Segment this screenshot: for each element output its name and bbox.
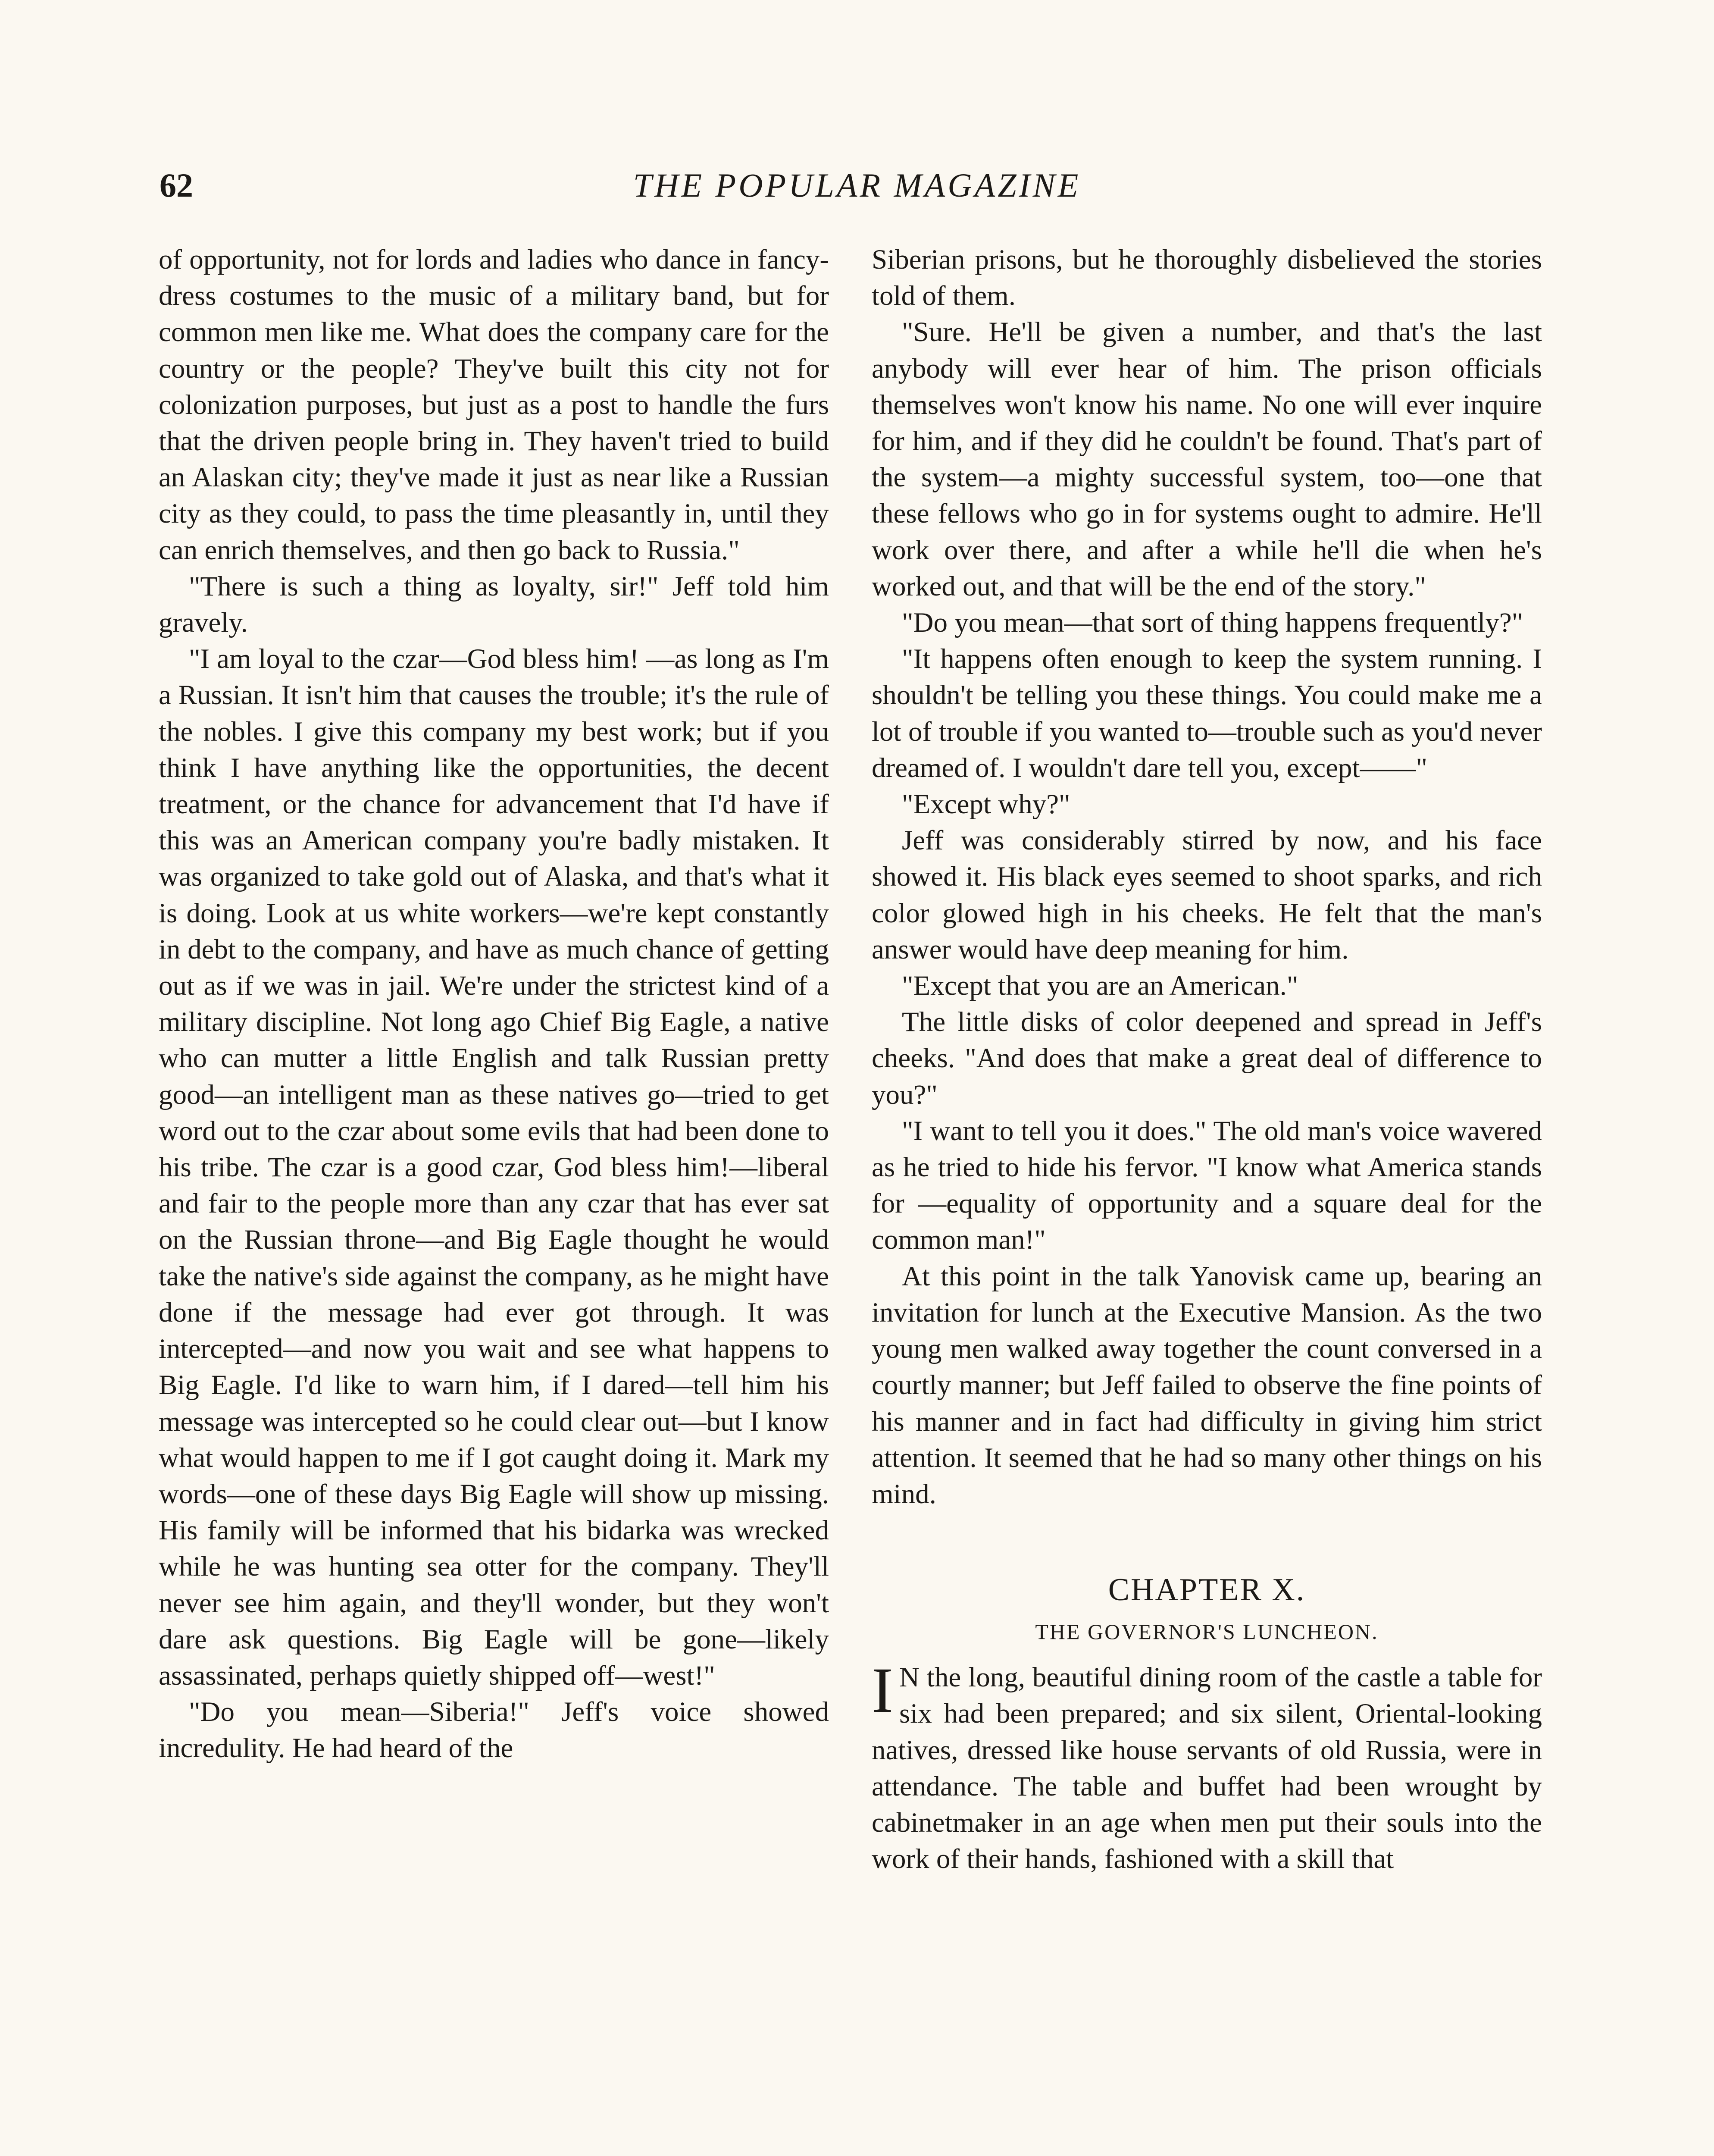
paragraph: "It happens often enough to keep the system running. I shouldn't be telling you these things. You could make me a lot of trouble if you wanted to—trouble such as you'd never dreamed of. I wouldn't dare tell you, except——" [872, 643, 1542, 783]
drop-cap: I [872, 1655, 893, 1727]
chapter-opening-text: N the long, beautiful dining room of the castle a table for six had been prepared; and six silent, Oriental-looking natives, dressed like house servants of old Russia, were in attendance. The table and buffet had been wrought by cabinetmaker in an age when men put their souls into the work of their hands, fashioned with a skill that [872, 1662, 1542, 1875]
left-column [159, 241, 829, 1767]
paragraph: "Sure. He'll be given a number, and that's the last anybody will ever hear of him. The prison officials themselves won't know his name. No one will ever inquire for him, and if they did he couldn't be found. That's part of the system—a mighty successful system, too—one that these fellows who go in for systems ought to admire. He'll work over there, and after a while he'll die when he's worked out, and that will be the end of the story." [872, 317, 1542, 602]
paragraph: "I want to tell you it does." The old man's voice wavered as he tried to hide his fervor. "I know what America stands for —equality of opportunity and a square deal for the common man!" [872, 1115, 1542, 1256]
paragraph: Jeff was considerably stirred by now, and his face showed it. His black eyes seemed to shoot sparks, and rich color glowed high in his cheeks. He felt that the man's answer would have deep meaning for him. [872, 825, 1542, 965]
chapter-subtitle: THE GOVERNOR'S LUNCHEON. [1035, 1620, 1379, 1644]
magazine-title: THE POPULAR MAGAZINE [633, 166, 1081, 204]
chapter-heading: CHAPTER X. [1108, 1572, 1306, 1608]
paragraph: "Do you mean—Siberia!" Jeff's voice showed incredulity. He had heard of the [159, 1696, 829, 1764]
paragraph: "Except why?" [902, 789, 1070, 820]
paragraph: "I am loyal to the czar—God bless him! —as long as I'm a Russian. It isn't him that causes the trouble; it's the rule of the nobles. I give this company my best work; but if you think I have anything like the opportunities, the decent treatment, or the chance for advancement that I'd have if this was an American company you're badly mistaken. It was organized to take gold out of Alaska, and that's what it is doing. Look at us white workers—we're kept constantly in debt to the company, and have as much chance of getting out as if we was in jail. We're under the strictest kind of a military discipline. Not long ago Chief Big Eagle, a native who can mutter a little English and talk Russian pretty good—an intelligent man as these natives go—tried to get word out to the czar about some evils that had been done to his tribe. The czar is a good czar, God bless him!—liberal and fair to the people more than any czar that has ever sat on the Russian throne—and Big Eagle thought he would take the native's side against the company, as he might have done if the message had ever got through. It was intercepted—and now you wait and see what happens to Big Eagle. I'd like to warn him, if I dared—tell him his message was intercepted so he could clear out—but I know what would happen to me if I got caught doing it. Mark my words—one of these days Big Eagle will show up missing. His family will be informed that his bidarka was wrecked while he was hunting sea otter for the company. They'll never see him again, and they'll wonder, but they won't dare ask questions. Big Eagle will be gone—likely assassinated, perhaps quietly shipped off—west!" [159, 643, 829, 1691]
page-number: 62 [160, 166, 193, 204]
paragraph: of opportunity, not for lords and ladies who dance in fancy-dress costumes to the music of a military band, but for common men like me. What does the company care for the country or the people? They've built this city not for colonization purposes, but just as a post to handle the furs that the driven people bring in. They haven't tried to build an Alaskan city; they've made it just as near like a Russian city as they could, to pass the time pleasantly in, until they can enrich themselves, and then go back to Russia." [159, 244, 829, 566]
paragraph: "There is such a thing as loyalty, sir!" Jeff told him gravely. [159, 570, 829, 639]
chapter-opening-paragraph [872, 1655, 1542, 1877]
paragraph: Siberian prisons, but he thoroughly disbelieved the stories told of them. [872, 244, 1542, 312]
paragraph: "Except that you are an American." [902, 970, 1298, 1002]
paragraph: The little disks of color deepened and spread in Jeff's cheeks. "And does that make a great deal of difference to you?" [872, 1006, 1542, 1110]
paragraph: "Do you mean—that sort of thing happens frequently?" [902, 607, 1523, 639]
paragraph: At this point in the talk Yanovisk came up, bearing an invitation for lunch at the Executive Mansion. As the two young men walked away together the count conversed in a courtly manner; but Jeff failed to observe the fine points of his manner and in fact had difficulty in giving him strict attention. It seemed that he had so many other things on his mind. [872, 1260, 1542, 1510]
right-column [872, 241, 1542, 1877]
